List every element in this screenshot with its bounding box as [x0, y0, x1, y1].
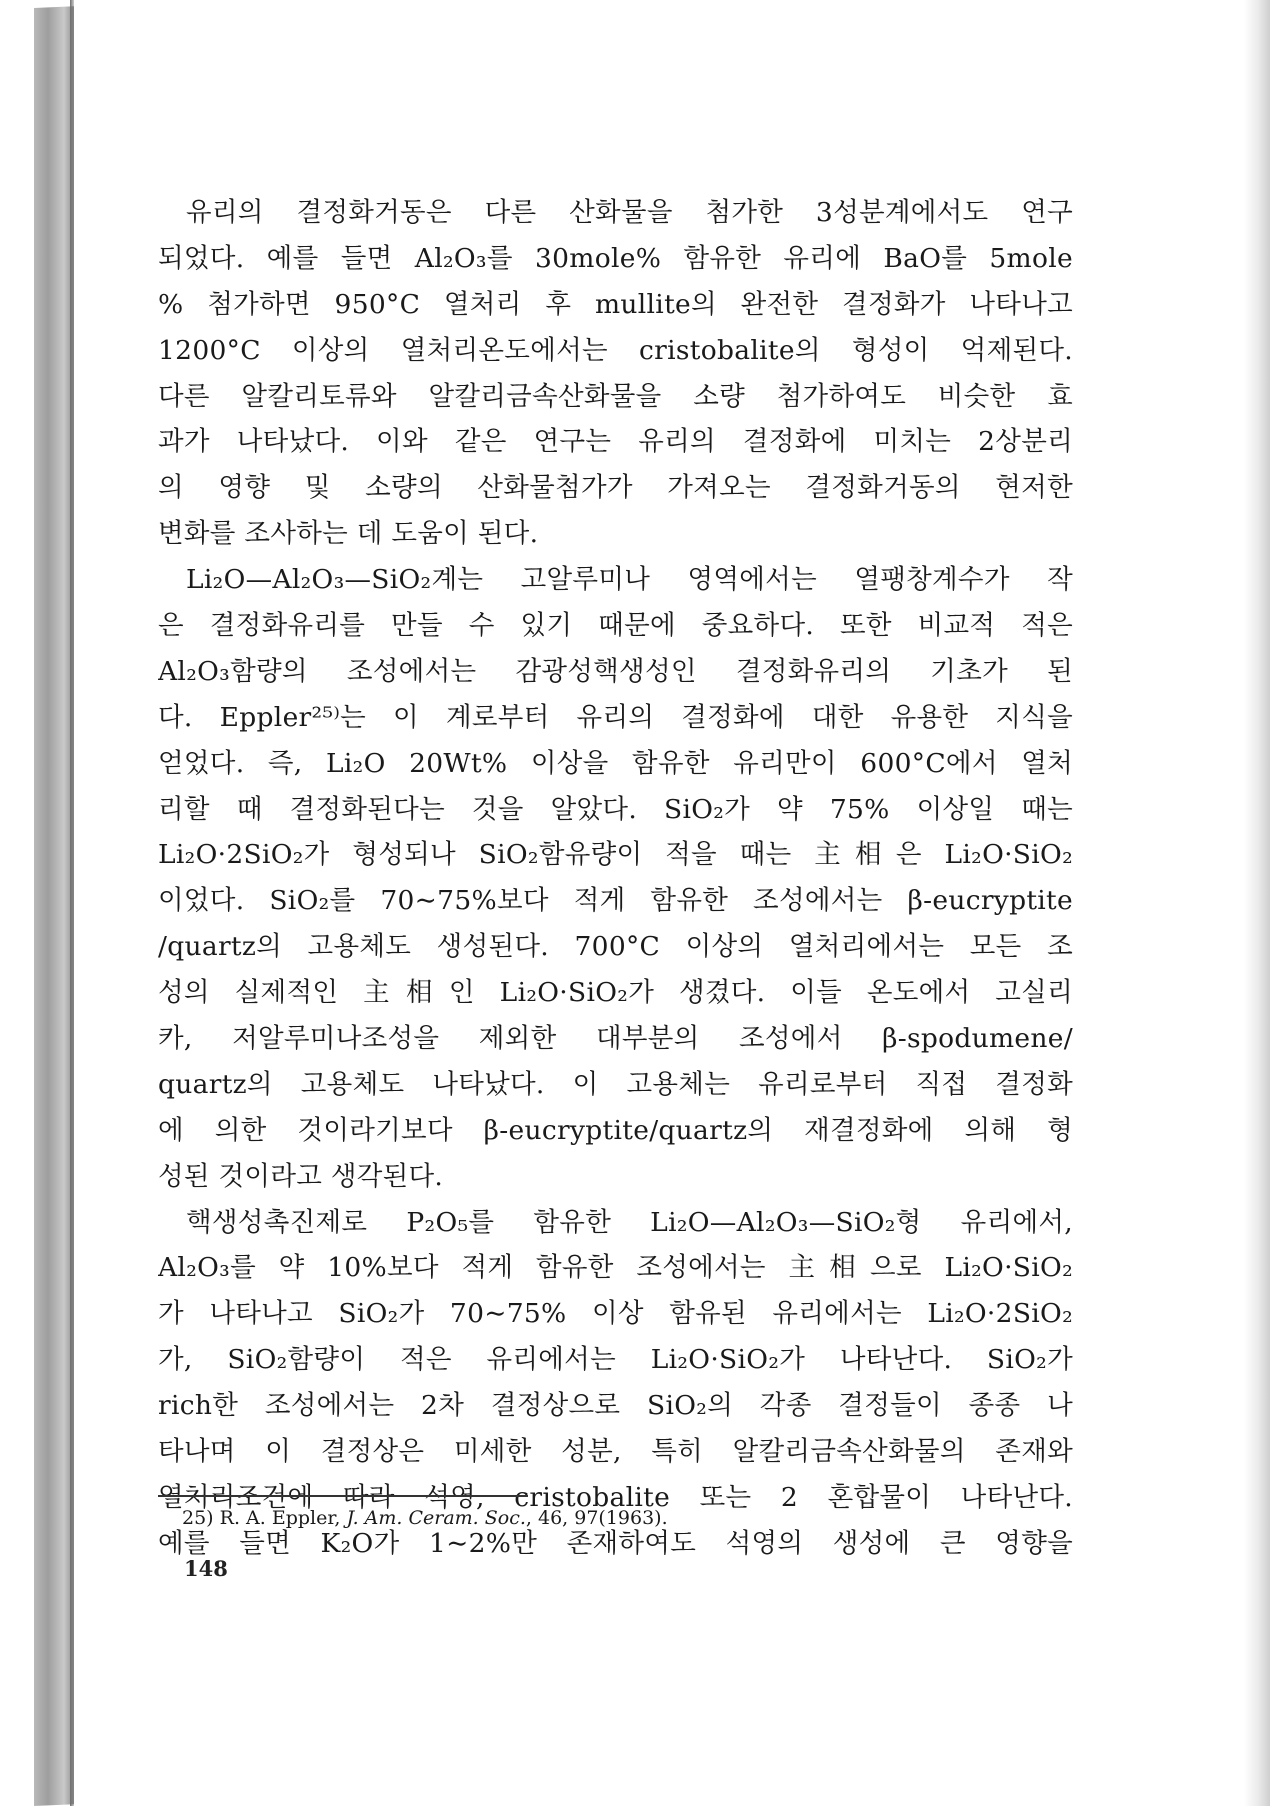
- text-line: 다른 알칼리토류와 알칼리금속산화물을 소량 첨가하여도 비슷한 효: [158, 380, 1073, 412]
- book-spine: [34, 6, 74, 1806]
- text-line: 변화를 조사하는 데 도움이 된다.: [158, 518, 539, 550]
- footnote-author: R. A. Eppler,: [219, 1507, 341, 1529]
- text-line: 이었다. SiO₂를 70∼75%보다 적게 함유한 조성에서는 β-eucryptite: [158, 885, 1073, 917]
- text-line: 에 의한 것이라기보다 β-eucryptite/quartz의 재결정화에 의해 형: [158, 1114, 1073, 1146]
- text-line: 타나며 이 결정상은 미세한 성분, 특히 알칼리금속산화물의 존재와: [158, 1436, 1073, 1468]
- text-line: 유리의 결정화거동은 다른 산화물을 첨가한 3성분계에서도 연구: [186, 197, 1073, 228]
- text-line: 가, SiO₂함량이 적은 유리에서는 Li₂O·SiO₂가 나타난다. SiO₂가: [158, 1344, 1073, 1376]
- text-line: Li₂O—Al₂O₃—SiO₂계는 고알루미나 영역에서는 열팽창계수가 작: [186, 564, 1073, 596]
- text-line: 카, 저알루미나조성을 제외한 대부분의 조성에서 β-spodumene/: [158, 1023, 1073, 1055]
- text-line: % 첨가하면 950°C 열처리 후 mullite의 완전한 결정화가 나타나고: [158, 288, 1073, 320]
- text-line: 되었다. 예를 들면 Al₂O₃를 30mole% 함유한 유리에 BaO를 5mole: [158, 242, 1073, 274]
- text-line: 핵생성촉진제로 P₂O₅를 함유한 Li₂O—Al₂O₃—SiO₂형 유리에서,: [186, 1206, 1073, 1238]
- text-line: 1200°C 이상의 열처리온도에서는 cristobalite의 형성이 억제된다.: [158, 334, 1073, 366]
- text-line: quartz의 고용체도 나타났다. 이 고용체는 유리로부터 직접 결정화: [158, 1068, 1073, 1100]
- text-line: 은 결정화유리를 만들 수 있기 때문에 중요하다. 또한 비교적 적은: [158, 610, 1073, 642]
- footnote-journal: J. Am. Ceram. Soc.: [346, 1507, 526, 1529]
- footnote: [182, 1503, 1062, 1533]
- page-number: 148: [184, 1556, 228, 1581]
- text-line: /quartz의 고용체도 생성된다. 700°C 이상의 열처리에서는 모든 조: [158, 931, 1073, 963]
- footnote-details: , 46, 97(1963).: [525, 1507, 668, 1529]
- text-line: Li₂O·2SiO₂가 형성되나 SiO₂함유량이 적을 때는 主相은 Li₂O·SiO₂: [158, 839, 1073, 871]
- text-line: 리할 때 결정화된다는 것을 알았다. SiO₂가 약 75% 이상일 때는: [158, 793, 1073, 825]
- paragraph-2: [158, 557, 1073, 1199]
- page-edge: [1244, 0, 1270, 1806]
- text-line: 예를 들면 K₂O가 1∼2%만 존재하여도 석영의 생성에 큰 영향을: [158, 1527, 1073, 1559]
- paragraph-1: [158, 190, 1073, 557]
- footnote-divider: [158, 1495, 528, 1497]
- text-line: 의 영향 및 소량의 산화물첨가가 가져오는 결정화거동의 현저한: [158, 472, 1073, 504]
- footnote-number: 25): [182, 1507, 214, 1529]
- text-line: rich한 조성에서는 2차 결정상으로 SiO₂의 각종 결정들이 종종 나: [158, 1390, 1073, 1422]
- text-line: Al₂O₃함량의 조성에서는 감광성핵생성인 결정화유리의 기초가 된: [158, 655, 1073, 687]
- text-line: Al₂O₃를 약 10%보다 적게 함유한 조성에서는 主相으로 Li₂O·SiO₂: [158, 1252, 1073, 1284]
- body-text: [158, 190, 1073, 1567]
- text-line: 성의 실제적인 主相인 Li₂O·SiO₂가 생겼다. 이들 온도에서 고실리: [158, 977, 1073, 1009]
- text-line: 얻었다. 즉, Li₂O 20Wt% 이상을 함유한 유리만이 600°C에서 열처: [158, 747, 1073, 779]
- text-line: 열처리조건에 따라 석영, cristobalite 또는 2 혼합물이 나타난다.: [158, 1481, 1073, 1513]
- text-line: 가 나타나고 SiO₂가 70∼75% 이상 함유된 유리에서는 Li₂O·2SiO₂: [158, 1298, 1073, 1330]
- text-line: 성된 것이라고 생각된다.: [158, 1160, 444, 1192]
- text-line: 다. Eppler²⁵⁾는 이 계로부터 유리의 결정화에 대한 유용한 지식을: [158, 701, 1073, 733]
- text-line: 과가 나타났다. 이와 같은 연구는 유리의 결정화에 미치는 2상분리: [158, 426, 1073, 458]
